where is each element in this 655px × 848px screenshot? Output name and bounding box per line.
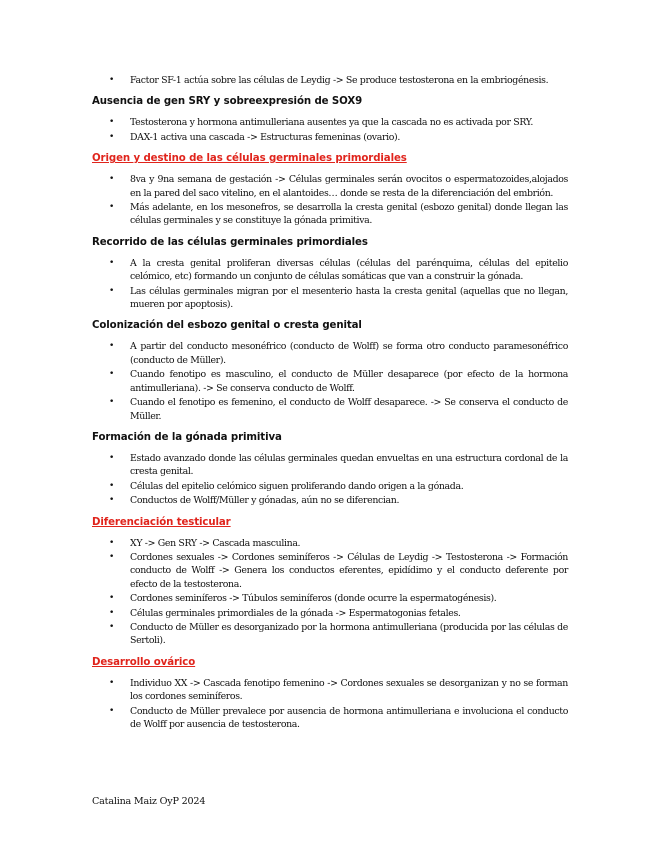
- list-item: [92, 677, 568, 704]
- list-item: [92, 396, 568, 423]
- list-item-text: A la cresta genital proliferan diversas células (células del parénquima, células del epitelio celómico, etc) formando un conjunto de células somáticas que van a construir la gónada.: [130, 257, 568, 283]
- section-heading: Desarrollo ovárico: [92, 656, 196, 668]
- list-item-text: Células del epitelio celómico siguen proliferando dando origen a la gónada.: [130, 480, 464, 492]
- bullet-icon: •: [109, 551, 114, 562]
- bullet-icon: •: [109, 537, 114, 548]
- bullet-icon: •: [109, 202, 114, 213]
- section-heading: Colonización del esbozo genital o cresta genital: [92, 320, 362, 332]
- bullet-list: [92, 537, 568, 648]
- bullet-icon: •: [109, 369, 114, 380]
- bullet-icon: •: [109, 397, 114, 408]
- bullet-icon: •: [109, 75, 114, 85]
- list-item-text: Cuando fenotipo es masculino, el conducto de Müller desaparece (por efecto de la hormona antimulleriana). -> Se conserva conducto de Wolff.: [130, 369, 568, 394]
- list-item: [92, 494, 568, 507]
- bullet-icon: •: [109, 593, 114, 604]
- list-item: [92, 551, 568, 591]
- list-item: [92, 592, 568, 605]
- section-heading: Origen y destino de las células germinales primordiales: [92, 153, 407, 165]
- list-item-text: Cordones seminíferos -> Túbulos seminíferos (donde ocurre la espermatogénesis).: [130, 593, 497, 605]
- list-item-text: Testosterona y hormona antimulleriana ausentes ya que la cascada no es activada por SRY.: [130, 117, 533, 129]
- list-item-text: Células germinales primordiales de la gónada -> Espermatogonias fetales.: [130, 607, 461, 619]
- list-item-text: Cuando el fenotipo es femenino, el conducto de Wolff desaparece. -> Se conserva el conducto de Müller.: [130, 397, 568, 422]
- bullet-list: [92, 74, 568, 87]
- list-item-text: 8va y 9na semana de gestación -> Células germinales serán ovocitos o espermatozoides,alojados en la pared del saco vitelino, en el alantoides… donde se resta de la diferenciación del embrión.: [130, 174, 568, 199]
- section-heading: Ausencia de gen SRY y sobreexpresión de SOX9: [92, 96, 363, 108]
- bullet-icon: •: [109, 285, 114, 296]
- bullet-icon: •: [109, 677, 114, 688]
- section-heading: Recorrido de las células germinales primordiales: [92, 236, 368, 248]
- page-footer: Catalina Maiz OyP 2024: [92, 796, 206, 807]
- list-item: [92, 368, 568, 395]
- list-item-text: Conducto de Müller es desorganizado por la hormona antimulleriana (producida por las células de Sertoli).: [130, 621, 568, 647]
- document-body: [92, 74, 568, 732]
- bullet-icon: •: [109, 341, 114, 352]
- bullet-list: [92, 173, 568, 228]
- section-heading: Diferenciación testicular: [92, 516, 231, 528]
- list-item: [92, 201, 568, 228]
- list-item: [92, 173, 568, 200]
- bullet-icon: •: [109, 621, 114, 632]
- bullet-list: [92, 257, 568, 312]
- list-item: [92, 607, 568, 620]
- bullet-icon: •: [109, 174, 114, 185]
- list-item-text: Conducto de Müller prevalece por ausencia de hormona antimulleriana e involuciona el conducto de Wolff por ausencia de testosterona.: [130, 705, 568, 730]
- list-item-text: Las células germinales migran por el mesenterio hasta la cresta genital (aquellas que no llegan, mueren por apoptosis).: [130, 285, 568, 311]
- bullet-list: [92, 340, 568, 422]
- list-item-text: Cordones sexuales -> Cordones seminíferos -> Células de Leydig -> Testosterona -> Formación conducto de Wolff -> Genera los conductos eferentes, epidídimo y el conducto deferente por efecto de la testosterona.: [130, 551, 568, 590]
- list-item: [92, 340, 568, 367]
- list-item-text: DAX-1 activa una cascada -> Estructuras femeninas (ovario).: [130, 131, 400, 143]
- list-item-text: A partir del conducto mesonéfrico (conducto de Wolff) se forma otro conducto paramesonéfrico (conducto de Müller).: [130, 341, 568, 366]
- list-item: [92, 621, 568, 648]
- list-item: [92, 74, 568, 87]
- bullet-list: [92, 452, 568, 508]
- list-item-text: Individuo XX -> Cascada fenotipo femenino -> Cordones sexuales se desorganizan y no se forman los cordones seminíferos.: [130, 677, 568, 703]
- section-heading: Formación de la gónada primitiva: [92, 431, 282, 443]
- list-item-text: XY -> Gen SRY -> Cascada masculina.: [130, 537, 301, 549]
- bullet-icon: •: [109, 705, 114, 716]
- bullet-icon: •: [109, 495, 114, 506]
- list-item: [92, 116, 568, 129]
- bullet-icon: •: [109, 131, 114, 142]
- bullet-icon: •: [109, 452, 114, 463]
- bullet-icon: •: [109, 607, 114, 618]
- list-item-text: Más adelante, en los mesonefros, se desarrolla la cresta genital (esbozo genital) donde llegan las células germinales y se constituye la gónada primitiva.: [130, 202, 568, 227]
- list-item-text: Estado avanzado donde las células germinales quedan envueltas en una estructura cordonal de la cresta genital.: [130, 452, 568, 478]
- list-item: [92, 705, 568, 732]
- list-item: [92, 452, 568, 479]
- list-item-text: Conductos de Wolff/Müller y gónadas, aún no se diferencian.: [130, 495, 400, 507]
- list-item: [92, 131, 568, 144]
- bullet-icon: •: [109, 480, 114, 491]
- list-item: [92, 285, 568, 312]
- bullet-list: [92, 116, 568, 144]
- list-item: [92, 257, 568, 284]
- list-item-text: Factor SF-1 actúa sobre las células de Leydig -> Se produce testosterona en la embriogénesis.: [130, 75, 549, 86]
- bullet-list: [92, 677, 568, 732]
- bullet-icon: •: [109, 117, 114, 128]
- list-item: [92, 480, 568, 493]
- list-item: [92, 537, 568, 550]
- bullet-icon: •: [109, 257, 114, 268]
